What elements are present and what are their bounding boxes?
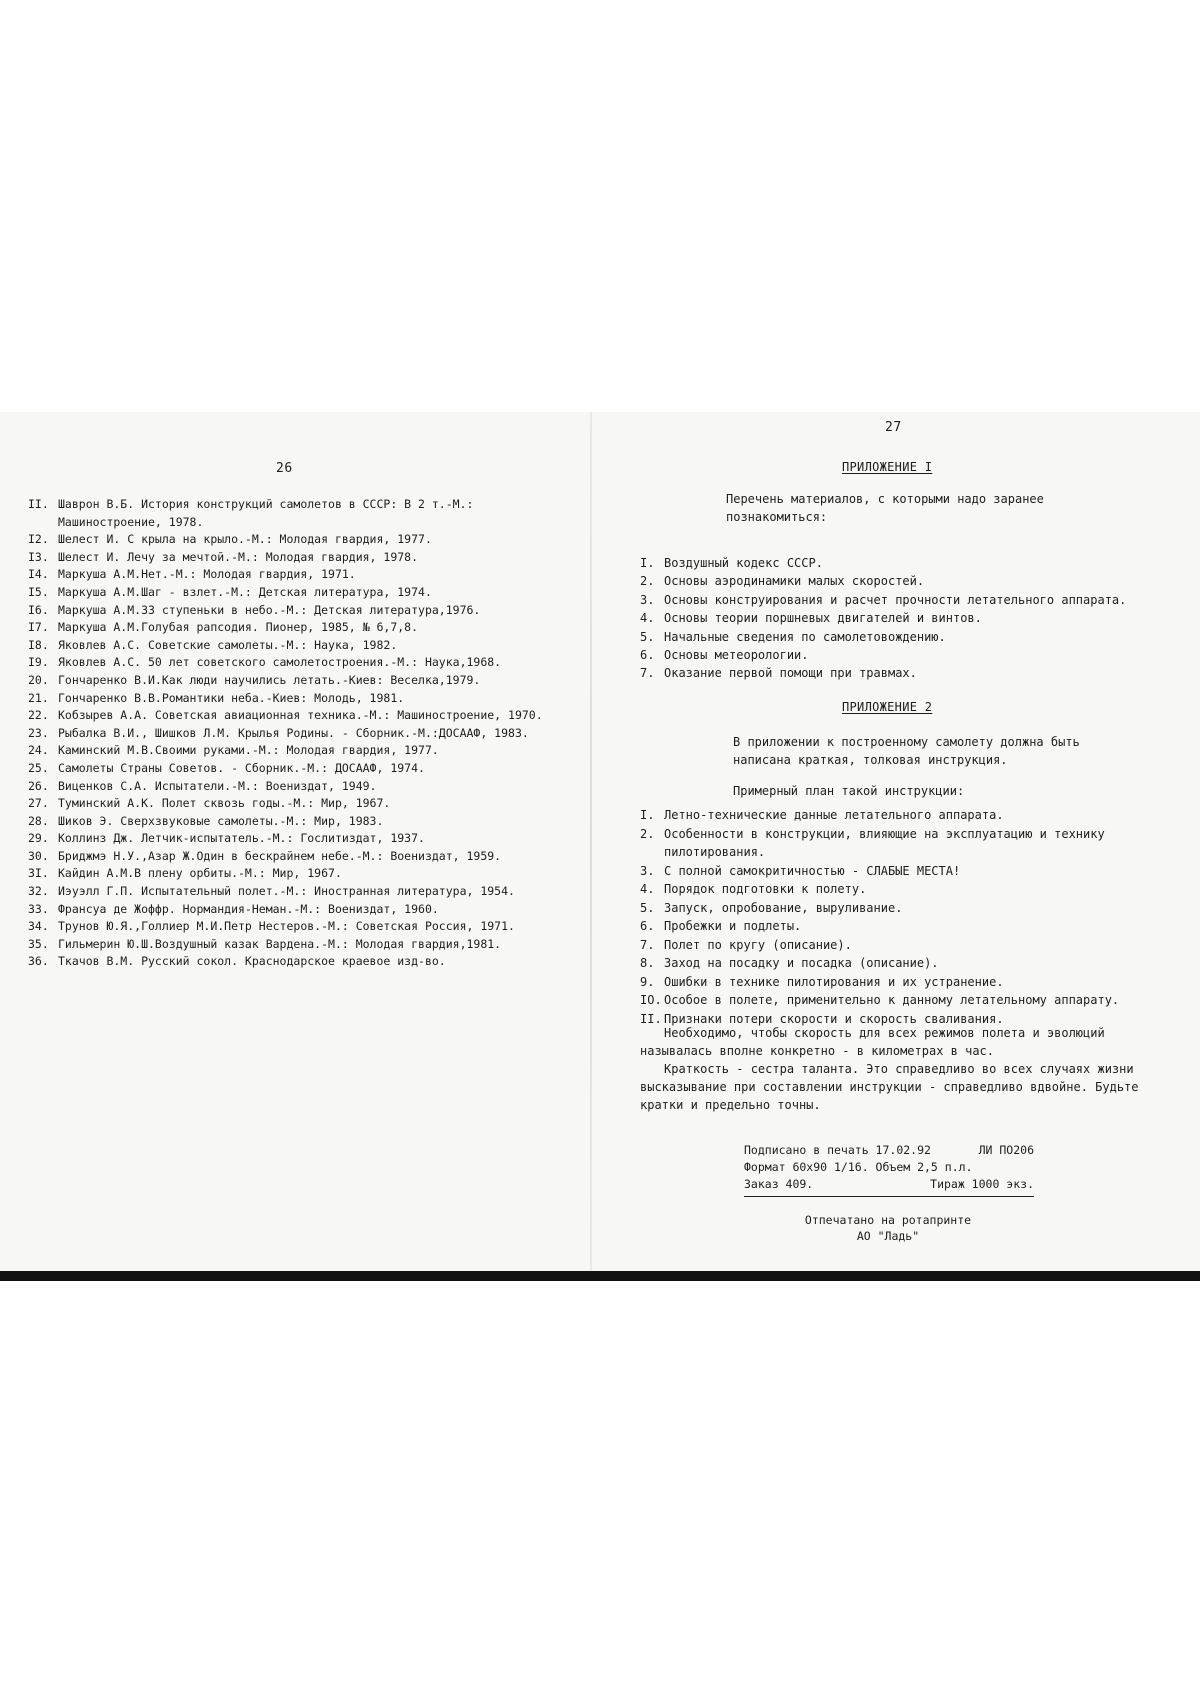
- instruction-item: [640, 862, 1178, 881]
- instruction-item-number: 6.: [640, 919, 655, 933]
- instruction-item-text: Пробежки и подлеты.: [664, 919, 802, 933]
- bibliography-entry-text: Яковлев А.С. 50 лет советского самолетостроения.-М.: Наука,1968.: [58, 655, 502, 670]
- bibliography-entry: [28, 531, 583, 549]
- instruction-item: [640, 936, 1178, 955]
- bibliography-entry-text: Франсуа де Жоффр. Нормандия-Неман.-М.: Воениздат, 1960.: [58, 901, 439, 916]
- material-item-number: 4.: [640, 611, 655, 626]
- material-item-number: 5.: [640, 629, 655, 644]
- bibliography-entry: [28, 883, 583, 901]
- materials-list: [640, 554, 1178, 683]
- bibliography-entry: [28, 566, 583, 584]
- appendix-2-title: ПРИЛОЖЕНИЕ 2: [842, 700, 933, 714]
- bibliography-entry-number: I2.: [28, 532, 49, 547]
- material-item-text: Начальные сведения по самолетовождению.: [664, 629, 946, 644]
- bibliography-entry-text: Маркуша А.М.33 ступеньки в небо.-М.: Детская литература,1976.: [58, 602, 481, 617]
- bibliography-entry-text: Гончаренко В.В.Романтики неба.-Киев: Молодь, 1981.: [58, 690, 405, 705]
- bibliography-entry-number: 22.: [28, 708, 49, 723]
- bibliography-entry: [28, 637, 583, 655]
- instruction-item-text: Ошибки в технике пилотирования и их устранение.: [664, 974, 1004, 989]
- bibliography-entry-text: Каминский М.В.Своими руками.-М.: Молодая гвардия, 1977.: [58, 743, 439, 758]
- instruction-item: [640, 917, 1178, 936]
- book-spread-scan: [0, 412, 1200, 1280]
- material-item-number: 6.: [640, 648, 655, 663]
- instruction-item-text: Заход на посадку и посадка (описание).: [664, 956, 939, 970]
- printer-info: [788, 1212, 988, 1244]
- bibliography-entry: [28, 707, 583, 725]
- page-number-left: 26: [276, 461, 293, 476]
- material-item: [640, 572, 1178, 590]
- instruction-item-text: Особое в полете, применительно к данному летательному аппарату.: [664, 993, 1120, 1007]
- imprint-signed-row: [744, 1142, 1034, 1159]
- material-item-number: 7.: [640, 666, 655, 681]
- instruction-plan-list: [640, 806, 1178, 1028]
- instruction-item-text: Признаки потери скорости и скорость сваливания.: [664, 1011, 1004, 1026]
- bibliography-entry: [28, 760, 583, 778]
- instruction-item-text: Летно-технические данные летательного аппарата.: [664, 808, 1004, 822]
- material-item-number: I.: [640, 556, 655, 570]
- material-item-text: Основы теории поршневых двигателей и винтов.: [664, 611, 982, 626]
- instruction-item: [640, 899, 1178, 918]
- instruction-item-text: Порядок подготовки к полету.: [664, 882, 867, 896]
- instruction-item-number: II.: [640, 1011, 662, 1026]
- material-item-text: Основы метеорологии.: [664, 648, 809, 663]
- material-item-text: Оказание первой помощи при травмах.: [664, 666, 917, 681]
- imprint-format-row: [744, 1159, 1034, 1176]
- bibliography-entry: [28, 584, 583, 602]
- imprint-block: [744, 1142, 1034, 1200]
- bibliography-entry-number: 29.: [28, 831, 49, 846]
- instruction-item-text: С полной самокритичностью - СЛАБЫЕ МЕСТА!: [664, 863, 961, 878]
- appendix-1-intro: Перечень материалов, с которыми надо заранее познакомиться:: [726, 492, 1044, 524]
- instruction-item: [640, 954, 1178, 973]
- material-item: [640, 628, 1178, 646]
- bibliography-list: [28, 496, 583, 971]
- material-item-text: Основы аэродинамики малых скоростей.: [664, 574, 925, 589]
- material-item-number: 2.: [640, 574, 655, 589]
- bibliography-entry: [28, 742, 583, 760]
- instruction-item-number: IO.: [640, 993, 662, 1007]
- bibliography-entry-text: Иэуэлл Г.П. Испытательный полет.-М.: Иностранная литература, 1954.: [58, 884, 515, 899]
- instruction-item-number: 2.: [640, 826, 655, 841]
- bibliography-entry-number: I9.: [28, 655, 49, 670]
- page-number-right: 27: [885, 420, 902, 435]
- bibliography-entry-number: I5.: [28, 584, 49, 599]
- bibliography-entry: [28, 654, 583, 672]
- bibliography-entry-number: I8.: [28, 637, 49, 652]
- instruction-item-number: 9.: [640, 974, 655, 989]
- bibliography-entry: [28, 901, 583, 919]
- bibliography-entry: [28, 953, 583, 971]
- bibliography-entry-number: 27.: [28, 796, 49, 811]
- bibliography-entry-number: 26.: [28, 778, 49, 793]
- bibliography-entry-text: Коллинз Дж. Летчик-испытатель.-М.: Гослитиздат, 1937.: [58, 831, 425, 846]
- imprint-format: Формат 60х90 1/16. Объем 2,5 п.л.: [744, 1160, 973, 1174]
- appendix-2-sublead: Примерный план такой инструкции:: [733, 784, 965, 798]
- instruction-item-text: Особенности в конструкции, влияющие на эксплуатацию и технику пилотирования.: [664, 826, 1105, 859]
- instruction-item: [640, 973, 1178, 992]
- imprint-signed: Подписано в печать 17.02.92: [744, 1143, 931, 1157]
- bibliography-entry-text: Самолеты Страны Советов. - Сборник.-М.: ДОСААФ, 1974.: [58, 760, 425, 775]
- material-item: [640, 554, 1178, 572]
- instruction-item-text: Запуск, опробование, выруливание.: [664, 900, 903, 915]
- bibliography-entry: [28, 690, 583, 708]
- instruction-item-number: 3.: [640, 863, 655, 878]
- appendix-1-title: ПРИЛОЖЕНИЕ I: [842, 460, 933, 474]
- instruction-item-text: Полет по кругу (описание).: [664, 937, 852, 952]
- imprint-run: Тираж 1000 экз.: [930, 1177, 1034, 1191]
- instruction-item-number: 4.: [640, 882, 655, 896]
- bibliography-entry: [28, 602, 583, 620]
- material-item-number: 3.: [640, 592, 655, 607]
- material-item: [640, 609, 1178, 627]
- material-item: [640, 646, 1178, 664]
- bibliography-entry-text: Бриджмэ Н.У.,Азар Ж.Один в бескрайнем небе.-М.: Воениздат, 1959.: [58, 848, 502, 863]
- instruction-item: [640, 825, 1178, 862]
- instruction-item: [640, 880, 1178, 899]
- bibliography-entry-number: I7.: [28, 620, 49, 635]
- bibliography-entry: [28, 549, 583, 567]
- scan-edge-band: [0, 1271, 1200, 1281]
- material-item-text: Воздушный кодекс СССР.: [664, 556, 823, 570]
- bibliography-entry-text: Маркуша А.М.Голубая рапсодия. Пионер, 1985, № 6,7,8.: [58, 620, 419, 635]
- bibliography-entry-text: Ткачов В.М. Русский сокол. Краснодарское краевое изд-во.: [58, 954, 446, 969]
- bibliography-entry-number: 21.: [28, 690, 49, 705]
- bibliography-entry: [28, 619, 583, 637]
- bibliography-entry-number: 20.: [28, 672, 49, 687]
- bibliography-entry-number: 34.: [28, 919, 49, 934]
- bibliography-entry-number: I3.: [28, 549, 49, 564]
- bibliography-entry-text: Шаврон В.Б. История конструкций самолетов в СССР: В 2 т.-М.: Машиностроение, 1978.: [58, 497, 474, 529]
- bibliography-entry: [28, 848, 583, 866]
- bibliography-entry-text: Яковлев А.С. Советские самолеты.-М.: Наука, 1982.: [58, 637, 398, 652]
- bibliography-entry-text: Маркуша А.М.Шаг - взлет.-М.: Детская литература, 1974.: [58, 584, 432, 599]
- bibliography-entry-text: Трунов Ю.Я.,Голлиер М.И.Петр Нестеров.-М.: Советская Россия, 1971.: [58, 919, 515, 934]
- bibliography-entry: [28, 725, 583, 743]
- bibliography-entry-number: 33.: [28, 901, 49, 916]
- speed-paragraph: Необходимо, чтобы скорость для всех режимов полета и эволюций называлась вполне конкретно - в километрах в час.: [640, 1026, 1105, 1058]
- instruction-item-number: 8.: [640, 956, 655, 970]
- imprint-order-row: [744, 1176, 1034, 1197]
- brevity-paragraph: Краткость - сестра таланта. Это справедливо во всех случаях жизни высказывание при составлении инструкции - справедливо вдвойне. Будьте кратки и предельно точны.: [640, 1062, 1139, 1112]
- bibliography-entry-text: Гончаренко В.И.Как люди научились летать.-Киев: Веселка,1979.: [58, 672, 481, 687]
- bibliography-entry: [28, 918, 583, 936]
- printer-line: Отпечатано на ротапринте: [804, 1213, 972, 1227]
- bibliography-entry-text: Гильмерин Ю.Ш.Воздушный казак Вардена.-М.: Молодая гвардия,1981.: [58, 936, 502, 951]
- bibliography-entry: [28, 795, 583, 813]
- bibliography-entry: [28, 865, 583, 883]
- bibliography-entry: [28, 778, 583, 796]
- bibliography-entry-number: 24.: [28, 743, 49, 758]
- bibliography-entry-text: Шелест И. С крыла на крыло.-М.: Молодая гвардия, 1977.: [58, 532, 432, 547]
- imprint-code: ЛИ ПО206: [978, 1143, 1034, 1157]
- bibliography-entry-number: 23.: [28, 725, 49, 740]
- instruction-item: [640, 806, 1178, 825]
- instruction-item-number: 7.: [640, 937, 655, 952]
- imprint-order: Заказ 409.: [744, 1177, 814, 1191]
- page-fold: [590, 412, 592, 1280]
- bibliography-entry-number: I6.: [28, 602, 49, 617]
- bibliography-entry-text: Виценков С.А. Испытатели.-М.: Воениздат, 1949.: [58, 778, 377, 793]
- bibliography-entry: [28, 936, 583, 954]
- bibliography-entry-number: 28.: [28, 813, 49, 828]
- bibliography-entry-text: Маркуша А.М.Нет.-М.: Молодая гвардия, 1971.: [58, 567, 356, 582]
- instruction-item: [640, 991, 1178, 1010]
- bibliography-entry-number: 30.: [28, 848, 49, 863]
- bibliography-entry-text: Кайдин А.М.В плену орбиты.-М.: Мир, 1967.: [58, 866, 342, 881]
- instruction-item-number: 5.: [640, 900, 655, 915]
- instruction-item-number: I.: [640, 808, 655, 822]
- bibliography-entry-number: 25.: [28, 760, 49, 775]
- bibliography-entry-text: Шелест И. Лечу за мечтой.-М.: Молодая гвардия, 1978.: [58, 549, 419, 564]
- bibliography-entry-number: I4.: [28, 567, 49, 582]
- bibliography-entry-text: Кобзырев А.А. Советская авиационная техника.-М.: Машиностроение, 1970.: [58, 708, 543, 723]
- material-item: [640, 664, 1178, 682]
- material-item: [640, 591, 1178, 609]
- bibliography-entry-number: 3I.: [28, 866, 49, 881]
- bibliography-entry: [28, 830, 583, 848]
- bibliography-entry-number: 36.: [28, 954, 49, 969]
- bibliography-entry-number: II.: [28, 497, 49, 511]
- bibliography-entry-text: Туминский А.К. Полет сквозь годы.-М.: Мир, 1967.: [58, 796, 391, 811]
- bibliography-entry: [28, 813, 583, 831]
- appendix-2-lead: В приложении к построенному самолету должна быть написана краткая, толковая инструкция.: [733, 735, 1080, 767]
- bibliography-entry-text: Шиков Э. Сверхзвуковые самолеты.-М.: Мир, 1983.: [58, 813, 384, 828]
- bibliography-entry: [28, 672, 583, 690]
- bibliography-entry-number: 35.: [28, 936, 49, 951]
- bibliography-entry-number: 32.: [28, 884, 49, 899]
- material-item-text: Основы конструирования и расчет прочности летательного аппарата.: [664, 592, 1127, 607]
- bibliography-entry-text: Рыбалка В.И., Шишков Л.М. Крылья Родины. - Сборник.-М.:ДОСААФ, 1983.: [58, 725, 529, 740]
- bibliography-entry: [28, 496, 583, 531]
- publisher-line: АО "Ладь": [856, 1229, 920, 1243]
